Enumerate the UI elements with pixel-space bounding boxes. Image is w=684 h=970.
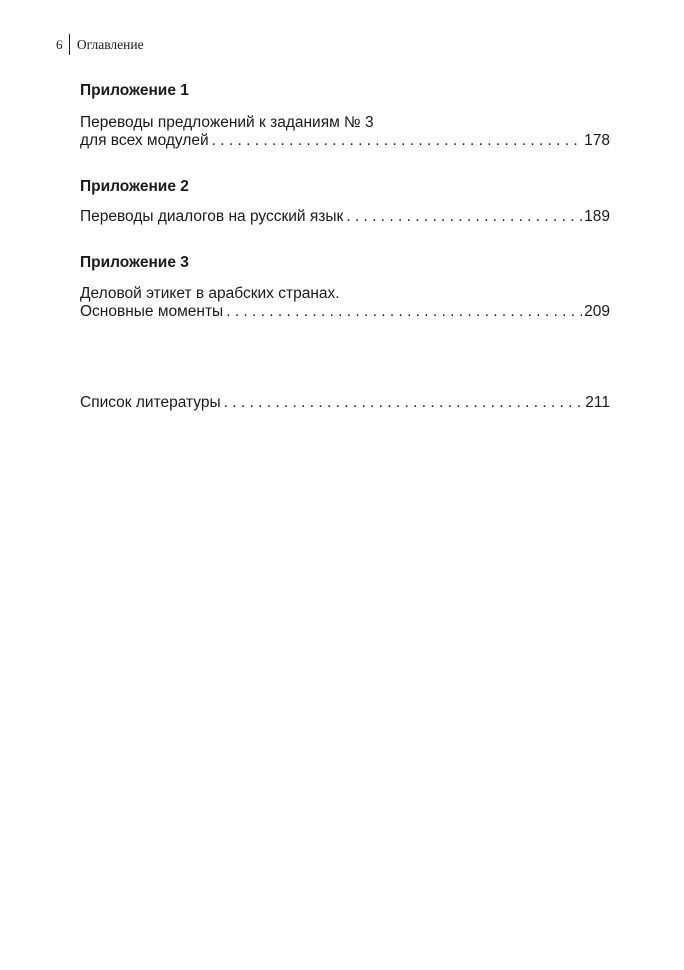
appendix-1-entry-line-1: Переводы предложений к заданиям № 3 bbox=[80, 114, 374, 131]
appendix-3-title: Приложение 3 bbox=[80, 254, 189, 271]
dot-leader bbox=[212, 131, 582, 150]
appendix-1-page-number: 178 bbox=[584, 132, 610, 149]
bibliography-entry[interactable] bbox=[80, 393, 610, 412]
appendix-2-page-number: 189 bbox=[584, 208, 610, 225]
dot-leader bbox=[224, 393, 584, 412]
appendix-2-entry[interactable] bbox=[80, 207, 610, 226]
appendix-1-title: Приложение 1 bbox=[80, 82, 189, 99]
dot-leader bbox=[226, 302, 582, 321]
running-head bbox=[56, 36, 144, 56]
appendix-1-entry-line-2: для всех модулей bbox=[80, 132, 209, 149]
appendix-2-title: Приложение 2 bbox=[80, 178, 189, 195]
appendix-1-entry[interactable] bbox=[80, 131, 610, 150]
appendix-3-entry[interactable] bbox=[80, 302, 610, 321]
bibliography-page-number: 211 bbox=[585, 394, 610, 411]
appendix-2-entry-text: Переводы диалогов на русский язык bbox=[80, 208, 344, 225]
running-head-title: Оглавление bbox=[76, 37, 144, 52]
page-number: 6 bbox=[56, 37, 63, 52]
appendix-3-entry-line-2: Основные моменты bbox=[80, 303, 224, 320]
bibliography-title: Список литературы bbox=[80, 394, 221, 411]
header-divider bbox=[69, 34, 70, 55]
dot-leader bbox=[346, 207, 582, 226]
appendix-3-page-number: 209 bbox=[584, 303, 610, 320]
appendix-3-entry-line-1: Деловой этикет в арабских странах. bbox=[80, 285, 340, 302]
